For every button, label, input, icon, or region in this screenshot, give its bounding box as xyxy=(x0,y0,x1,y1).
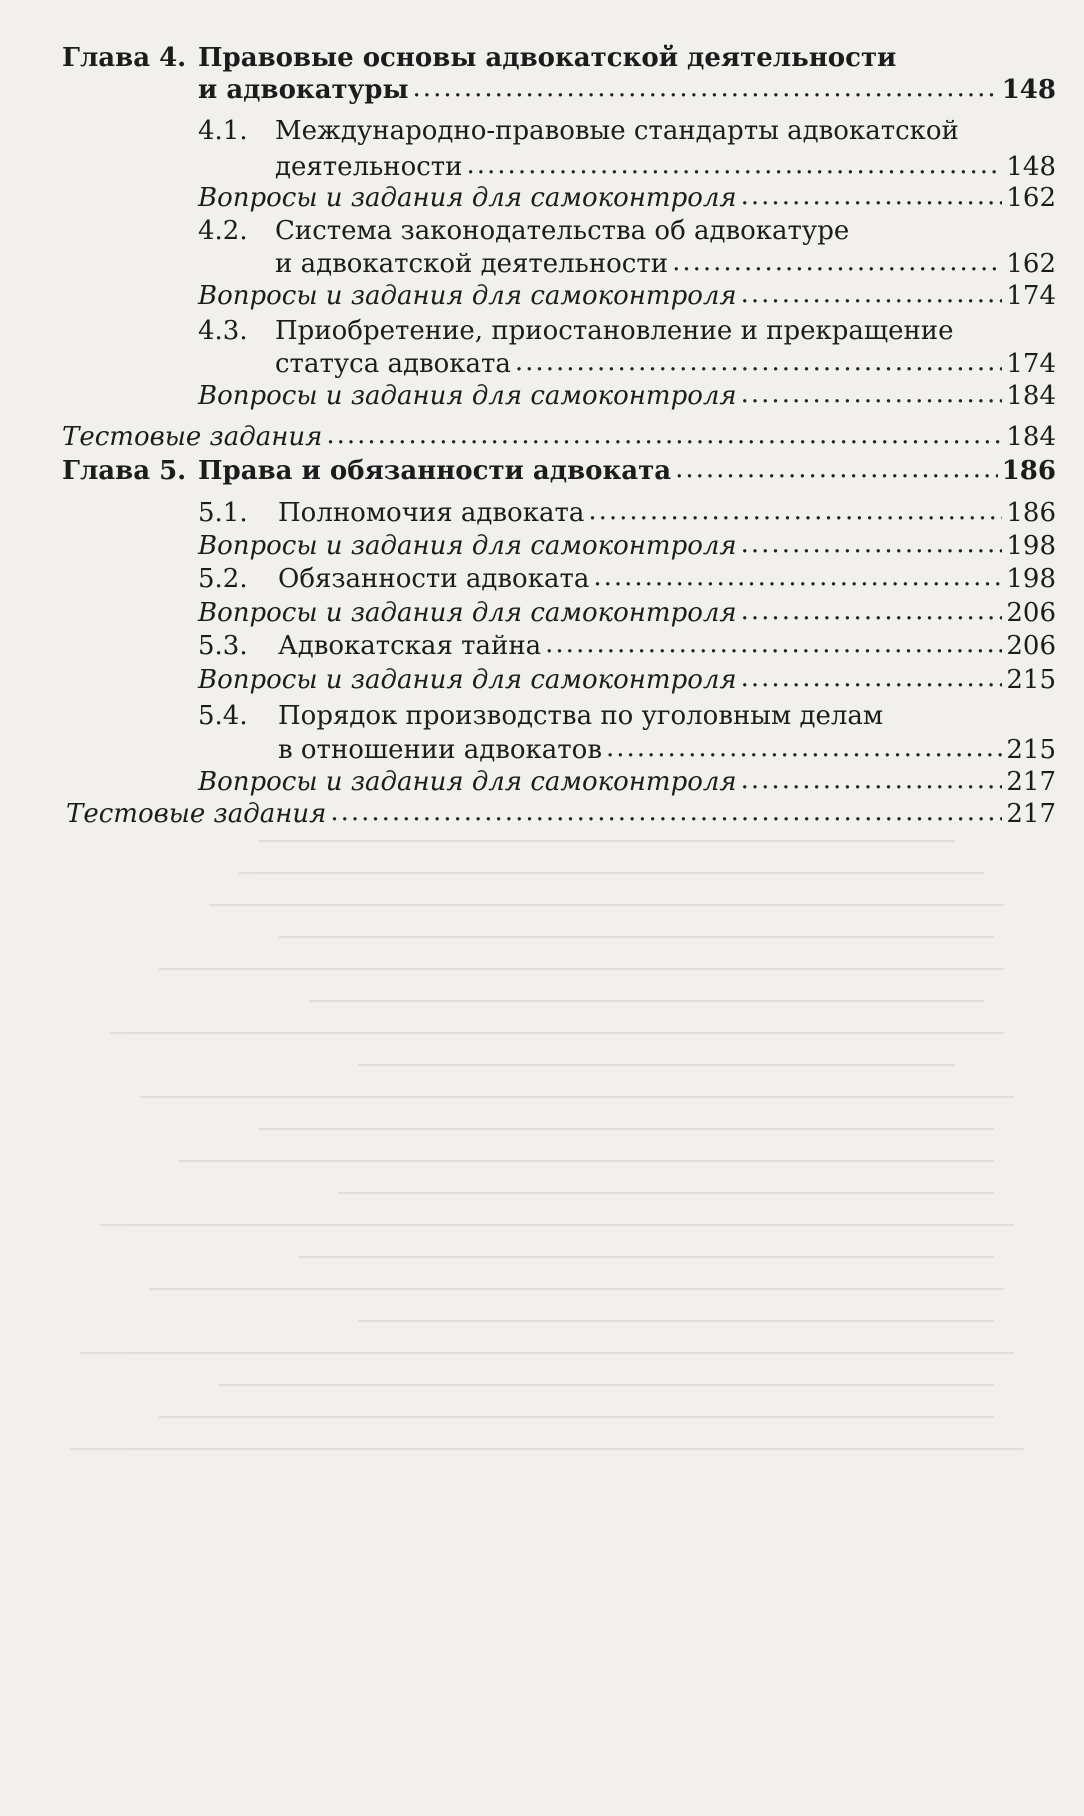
section-4-3-title-line2: статуса адвоката xyxy=(275,349,511,379)
leader-dots xyxy=(515,346,1002,378)
section-4-2-title-line2: и адвокатской деятельности xyxy=(275,249,669,279)
questions-title: Вопросы и задания для самоконтроля xyxy=(198,281,737,311)
leader-dots xyxy=(741,528,1003,560)
section-5-2-title: Обязанности адвоката xyxy=(278,564,590,594)
tests-title: Тестовые задания xyxy=(66,799,327,829)
section-4-2-number: 4.2. xyxy=(198,216,248,246)
toc-entry-questions-4-3[interactable] xyxy=(198,380,1056,412)
leader-dots xyxy=(326,419,1002,451)
section-5-2-number: 5.2. xyxy=(198,564,248,594)
page-number: 184 xyxy=(1006,422,1056,452)
page-number: 184 xyxy=(1006,381,1056,411)
toc-entry-chapter-4[interactable] xyxy=(198,74,1056,106)
section-4-3-number: 4.3. xyxy=(198,316,248,346)
page-bleed-through xyxy=(60,840,1054,1660)
section-5-1-title: Полномочия адвоката xyxy=(278,498,585,528)
section-5-4-title-line2: в отношении адвокатов xyxy=(278,735,602,765)
page-number: 148 xyxy=(1006,152,1056,182)
page-number: 162 xyxy=(1006,183,1056,213)
page-number: 186 xyxy=(1001,456,1056,486)
page-number: 174 xyxy=(1006,349,1056,379)
page-number: 206 xyxy=(1006,631,1056,661)
leader-dots xyxy=(467,149,1003,181)
leader-dots xyxy=(330,796,1002,828)
tests-title: Тестовые задания xyxy=(62,422,323,452)
toc-entry-section-5-2[interactable] xyxy=(278,563,1056,595)
section-4-2-title-line1: Система законодательства об адвокатуре xyxy=(275,216,850,246)
toc-entry-section-5-4[interactable] xyxy=(278,734,1056,766)
page-number: 198 xyxy=(1006,564,1056,594)
page-number: 217 xyxy=(1006,767,1056,797)
questions-title: Вопросы и задания для самоконтроля xyxy=(198,665,737,695)
chapter-4-label: Глава 4. xyxy=(62,43,187,73)
toc-entry-questions-4-1[interactable] xyxy=(198,182,1056,214)
page-number: 217 xyxy=(1006,799,1056,829)
toc-entry-chapter-5[interactable] xyxy=(198,455,1056,487)
page-number: 148 xyxy=(1001,75,1056,105)
leader-dots xyxy=(672,246,1002,278)
section-5-3-title: Адвокатская тайна xyxy=(278,631,542,661)
chapter-4-title-line1: Правовые основы адвокатской деятельности xyxy=(198,43,897,73)
leader-dots xyxy=(413,72,998,104)
page-number: 215 xyxy=(1006,665,1056,695)
leader-dots xyxy=(741,662,1003,694)
leader-dots xyxy=(606,732,1002,764)
toc-entry-section-4-2[interactable] xyxy=(275,248,1056,280)
toc-entry-questions-5-1[interactable] xyxy=(198,530,1056,562)
toc-entry-section-5-1[interactable] xyxy=(278,497,1056,529)
page-number: 206 xyxy=(1006,598,1056,628)
leader-dots xyxy=(545,628,1002,660)
page-number: 186 xyxy=(1006,498,1056,528)
questions-title: Вопросы и задания для самоконтроля xyxy=(198,531,737,561)
page-number: 215 xyxy=(1006,735,1056,765)
toc-entry-tests-4[interactable] xyxy=(62,421,1056,453)
section-5-4-title-line1: Порядок производства по уголовным делам xyxy=(278,701,884,731)
leader-dots xyxy=(741,180,1003,212)
toc-entry-section-4-1[interactable] xyxy=(275,151,1056,183)
leader-dots xyxy=(588,495,1002,527)
section-4-1-number: 4.1. xyxy=(198,116,248,146)
section-4-1-title-line2: деятельности xyxy=(275,152,463,182)
section-4-3-title-line1: Приобретение, приостановление и прекращение xyxy=(275,316,954,346)
chapter-5-title: Права и обязанности адвоката xyxy=(198,456,672,486)
section-4-1-title-line1: Международно-правовые стандарты адвокатской xyxy=(275,116,959,146)
questions-title: Вопросы и задания для самоконтроля xyxy=(198,598,737,628)
leader-dots xyxy=(741,595,1003,627)
page-number: 174 xyxy=(1006,281,1056,311)
questions-title: Вопросы и задания для самоконтроля xyxy=(198,381,737,411)
chapter-5-label: Глава 5. xyxy=(62,456,187,486)
leader-dots xyxy=(741,764,1003,796)
chapter-4-title-line2: и адвокатуры xyxy=(198,75,409,105)
toc-entry-questions-5-4[interactable] xyxy=(198,766,1056,798)
toc-entry-questions-4-2[interactable] xyxy=(198,280,1056,312)
section-5-4-number: 5.4. xyxy=(198,701,248,731)
page-number: 198 xyxy=(1006,531,1056,561)
toc-entry-questions-5-2[interactable] xyxy=(198,597,1056,629)
toc-entry-section-5-3[interactable] xyxy=(278,630,1056,662)
toc-entry-questions-5-3[interactable] xyxy=(198,664,1056,696)
leader-dots xyxy=(741,378,1003,410)
leader-dots xyxy=(593,561,1002,593)
questions-title: Вопросы и задания для самоконтроля xyxy=(198,767,737,797)
page-number: 162 xyxy=(1006,249,1056,279)
toc-entry-tests-5[interactable] xyxy=(66,798,1056,830)
leader-dots xyxy=(675,453,998,485)
toc-entry-section-4-3[interactable] xyxy=(275,348,1056,380)
questions-title: Вопросы и задания для самоконтроля xyxy=(198,183,737,213)
section-5-3-number: 5.3. xyxy=(198,631,248,661)
section-5-1-number: 5.1. xyxy=(198,498,248,528)
leader-dots xyxy=(741,278,1003,310)
